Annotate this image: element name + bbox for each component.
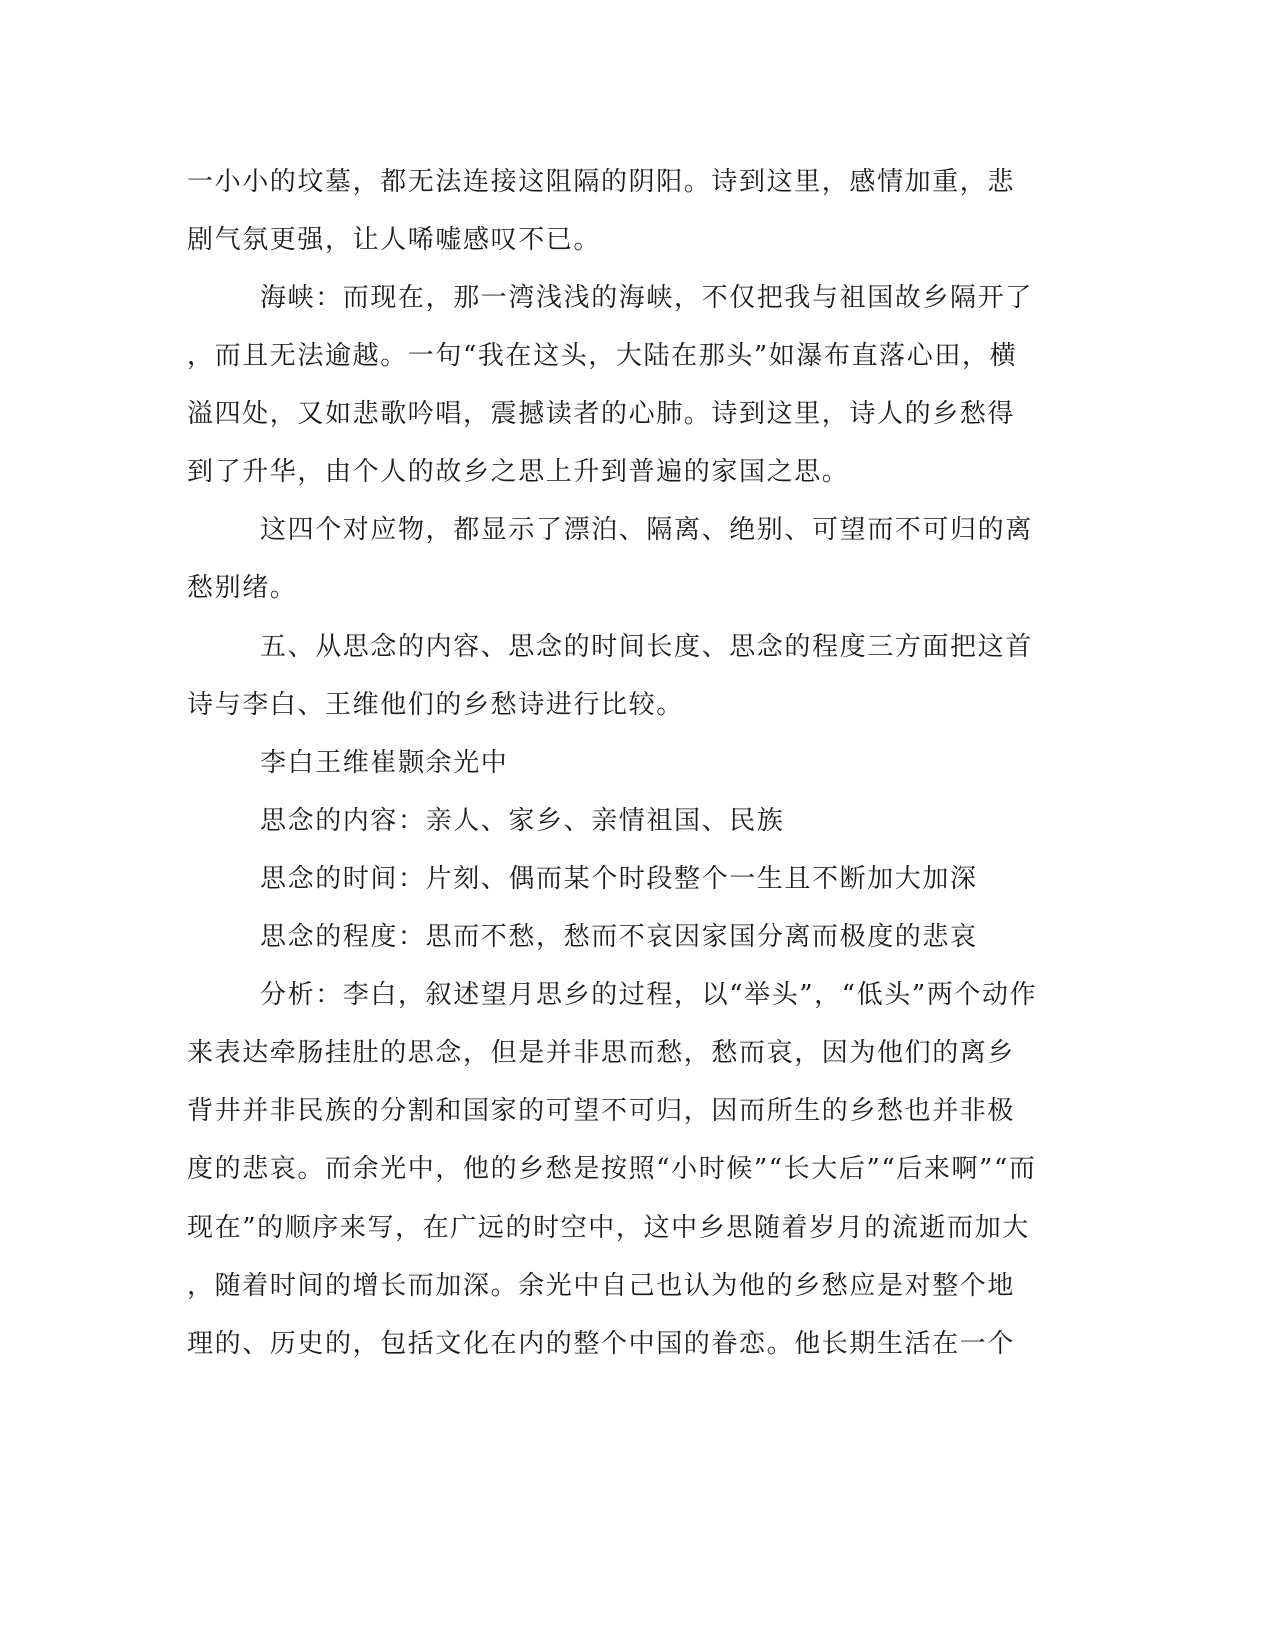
table-row-line: 思念的内容：亲人、家乡、亲情祖国、民族 [260, 806, 785, 836]
text-line: 诗与李白、王维他们的乡愁诗进行比较。 [187, 690, 684, 720]
text-line: 溢四处，又如悲歌吟唱，震撼读者的心肺。诗到这里，诗人的乡愁得 [187, 399, 1016, 429]
text-line: 愁别绪。 [187, 573, 298, 603]
table-header-line: 李白王维崔颢余光中 [260, 748, 509, 778]
text-line: 现在”的顺序来写，在广远的时空中，这中乡思随着岁月的流逝而加大 [187, 1213, 1030, 1243]
paragraph-start-line: 这四个对应物，都显示了漂泊、隔离、绝别、可望而不可归的离 [260, 515, 1033, 545]
paragraph-start-line: 海峡：而现在，那一湾浅浅的海峡，不仅把我与祖国故乡隔开了 [260, 283, 1033, 313]
paragraph-start-line: 分析：李白，叙述望月思乡的过程，以“举头”，“低头”两个动作 [260, 980, 1038, 1010]
text-line: ，而且无法逾越。一句“我在这头，大陆在那头”如瀑布直落心田，横 [187, 341, 1018, 371]
text-line: ，随着时间的增长而加深。余光中自己也认为他的乡愁应是对整个地 [187, 1271, 1016, 1301]
table-row-line: 思念的时间：片刻、偶而某个时段整个一生且不断加大加深 [260, 864, 978, 894]
text-line: 度的悲哀。而余光中，他的乡愁是按照“小时候”“长大后”“后来啊”“而 [187, 1154, 1037, 1184]
text-line: 剧气氛更强，让人唏嘘感叹不已。 [187, 225, 602, 255]
table-row-line: 思念的程度：思而不愁，愁而不哀因家国分离而极度的悲哀 [260, 922, 978, 952]
paragraph-start-line: 五、从思念的内容、思念的时间长度、思念的程度三方面把这首 [260, 632, 1033, 662]
text-line: 到了升华，由个人的故乡之思上升到普遍的家国之思。 [187, 457, 850, 487]
text-line: 来表达牵肠挂肚的思念，但是并非思而愁，愁而哀，因为他们的离乡 [187, 1038, 1016, 1068]
text-line: 背井并非民族的分割和国家的可望不可归，因而所生的乡愁也并非极 [187, 1096, 1016, 1126]
text-line: 一小小的坟墓，都无法连接这阻隔的阴阳。诗到这里，感情加重，悲 [187, 167, 1016, 197]
text-line: 理的、历史的，包括文化在内的整个中国的眷恋。他长期生活在一个 [187, 1329, 1016, 1359]
